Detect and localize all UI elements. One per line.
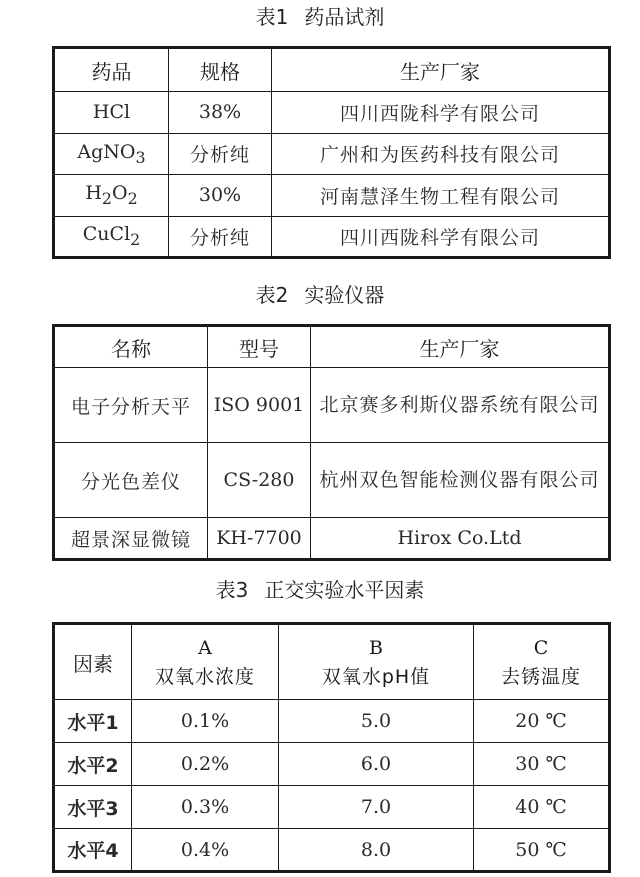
reagent-spec: 分析纯 — [169, 133, 272, 175]
reagent-name — [54, 216, 169, 258]
instrument-name: 分光色差仪 — [54, 443, 208, 518]
table3-caption — [0, 577, 640, 603]
table-row — [54, 92, 610, 134]
level-c-value: 20 ℃ — [474, 700, 610, 743]
level-label: 水平2 — [54, 743, 132, 786]
factor-code: A — [198, 637, 212, 659]
table-row — [54, 743, 610, 786]
level-c-value: 50 ℃ — [474, 829, 610, 872]
formula-main: O — [112, 182, 128, 205]
level-c-value: 40 ℃ — [474, 786, 610, 829]
formula-subscript: 2 — [127, 189, 138, 209]
level-a-value: 0.2% — [132, 743, 279, 786]
header-maker: 生产厂家 — [272, 48, 610, 92]
table2-caption-text: 实验仪器 — [304, 283, 385, 307]
instrument-model: ISO 9001 — [208, 368, 311, 443]
formula-main: H — [85, 182, 102, 205]
table-row — [54, 133, 610, 175]
instruments-table — [52, 324, 611, 561]
table3-caption-number: 表3 — [215, 578, 249, 602]
table2-caption-number: 表2 — [255, 283, 289, 307]
formula-subscript: 2 — [101, 189, 112, 209]
reagent-maker: 河南慧泽生物工程有限公司 — [272, 175, 610, 217]
header-factor-b — [279, 624, 474, 700]
formula-main: CuCl — [82, 223, 131, 246]
reagent-name — [54, 175, 169, 217]
table-header-row — [54, 326, 610, 368]
instrument-model: KH-7700 — [208, 518, 311, 560]
level-label: 水平3 — [54, 786, 132, 829]
level-label: 水平4 — [54, 829, 132, 872]
factor-code: C — [533, 637, 549, 659]
table-row — [54, 700, 610, 743]
formula-subscript: 3 — [135, 147, 146, 167]
instrument-name: 超景深显微镜 — [54, 518, 208, 560]
table2-caption — [0, 282, 640, 308]
level-c-value: 30 ℃ — [474, 743, 610, 786]
factor-label: 双氧水浓度 — [154, 666, 255, 688]
level-b-value: 6.0 — [279, 743, 474, 786]
table-row — [54, 216, 610, 258]
instrument-model: CS-280 — [208, 443, 311, 518]
header-maker: 生产厂家 — [311, 326, 610, 368]
orthogonal-factors-table — [52, 622, 611, 873]
level-a-value: 0.1% — [132, 700, 279, 743]
formula-main: AgNO — [77, 140, 136, 163]
table1-caption-number: 表1 — [255, 5, 289, 29]
reagent-maker: 四川西陇科学有限公司 — [272, 92, 610, 134]
reagent-spec: 分析纯 — [169, 216, 272, 258]
reagent-spec: 38% — [169, 92, 272, 134]
header-spec: 规格 — [169, 48, 272, 92]
table-row — [54, 786, 610, 829]
level-label: 水平1 — [54, 700, 132, 743]
instrument-maker: 北京赛多利斯仪器系统有限公司 — [311, 368, 610, 443]
table-row — [54, 443, 610, 518]
table-row — [54, 368, 610, 443]
table-row — [54, 175, 610, 217]
instrument-maker: 杭州双色智能检测仪器有限公司 — [311, 443, 610, 518]
formula-subscript: 2 — [130, 230, 141, 250]
level-b-value: 7.0 — [279, 786, 474, 829]
table-row — [54, 518, 610, 560]
reagent-spec: 30% — [169, 175, 272, 217]
table1-caption-text: 药品试剂 — [304, 5, 385, 29]
level-a-value: 0.4% — [132, 829, 279, 872]
reagents-table — [52, 46, 611, 259]
header-factor-c — [474, 624, 610, 700]
level-a-value: 0.3% — [132, 786, 279, 829]
table-row — [54, 829, 610, 872]
table-header-row — [54, 48, 610, 92]
factor-label: 双氧水pH值 — [321, 666, 431, 688]
reagent-maker: 四川西陇科学有限公司 — [272, 216, 610, 258]
instrument-name: 电子分析天平 — [54, 368, 208, 443]
instrument-maker: Hirox Co.Ltd — [311, 518, 610, 560]
header-name: 名称 — [54, 326, 208, 368]
reagent-name: HCl — [54, 92, 169, 134]
table1-caption — [0, 4, 640, 30]
header-factor-a — [132, 624, 279, 700]
reagent-maker: 广州和为医药科技有限公司 — [272, 133, 610, 175]
level-b-value: 5.0 — [279, 700, 474, 743]
header-factor: 因素 — [54, 624, 132, 700]
factor-label: 去锈温度 — [500, 666, 581, 688]
reagent-name — [54, 133, 169, 175]
level-b-value: 8.0 — [279, 829, 474, 872]
header-model: 型号 — [208, 326, 311, 368]
header-reagent: 药品 — [54, 48, 169, 92]
factor-code: B — [369, 637, 383, 659]
table3-caption-text: 正交实验水平因素 — [264, 578, 425, 602]
table-header-row — [54, 624, 610, 700]
